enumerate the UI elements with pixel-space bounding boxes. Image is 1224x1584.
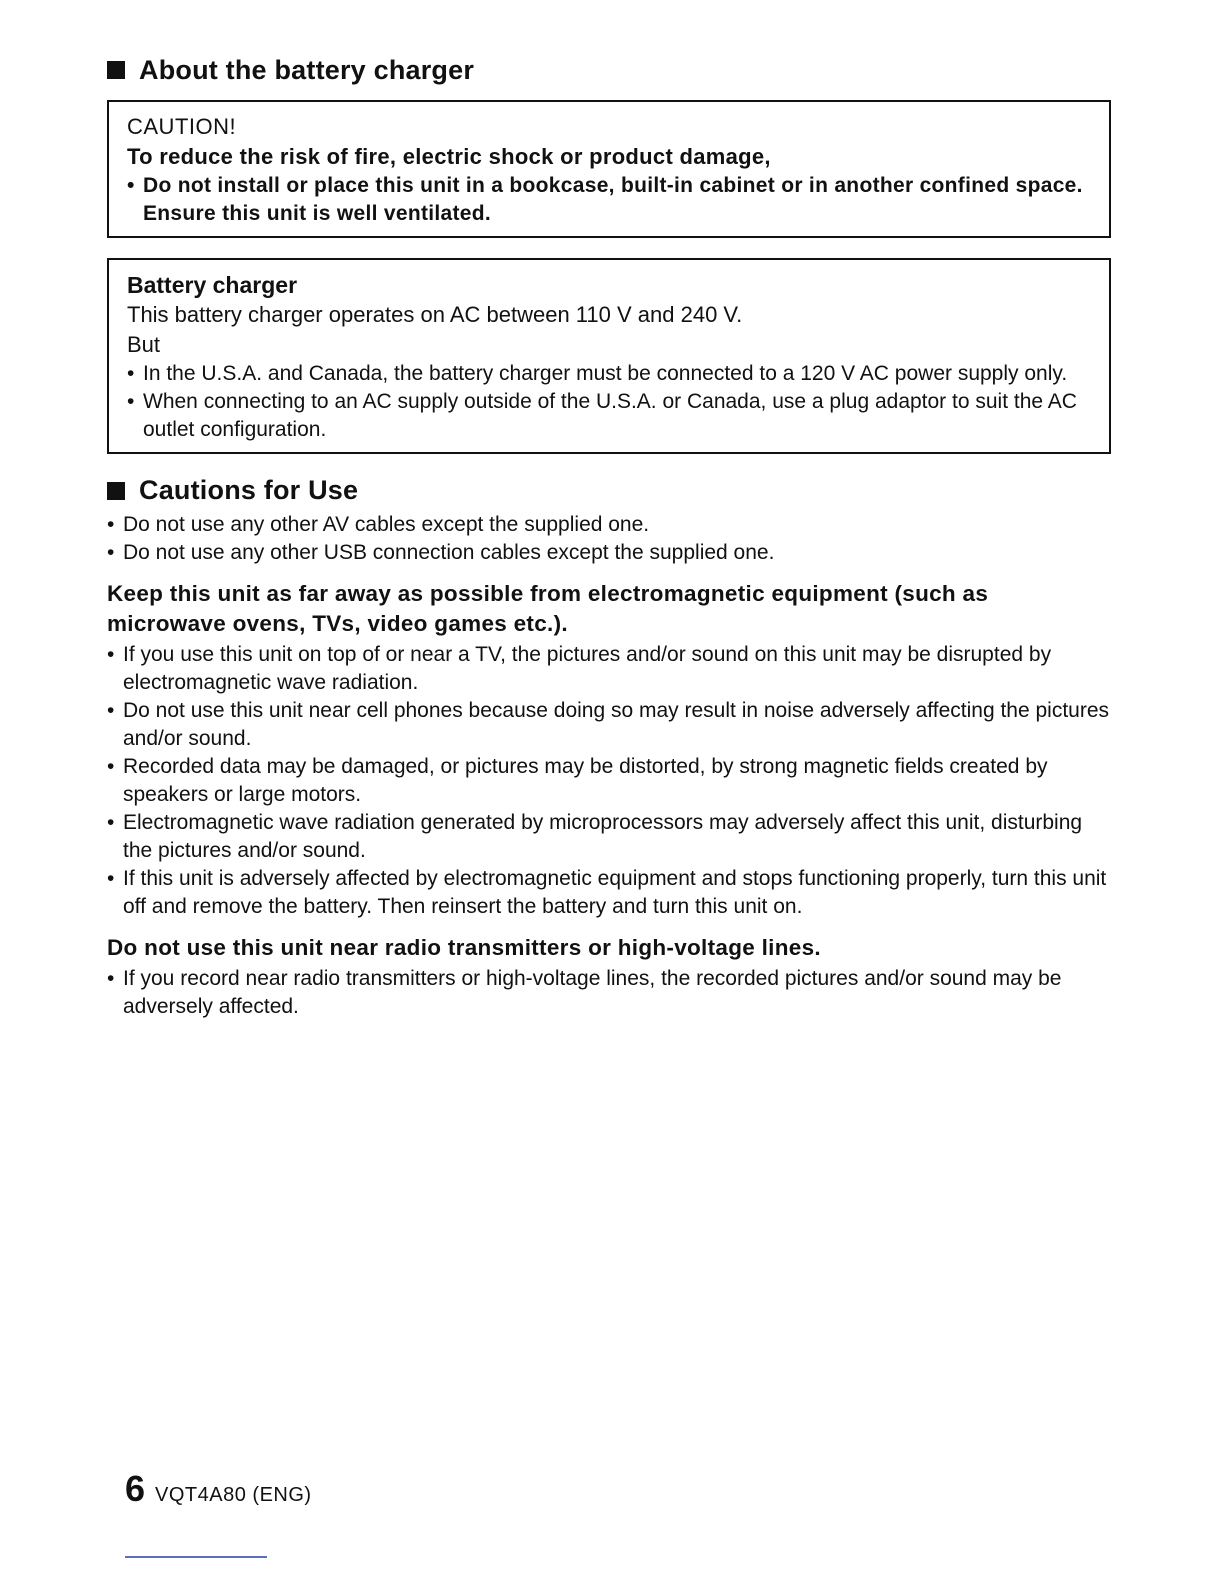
list-item: • Do not use any other AV cables except the supplied one. — [107, 511, 1111, 539]
electromagnetic-heading: Keep this unit as far away as possible from electromagnetic equipment (such as microwave ovens, TVs, video games etc.). — [107, 580, 989, 636]
manual-page — [107, 54, 1111, 1021]
footer-divider — [125, 1556, 267, 1558]
electromagnetic-bullet-list — [107, 641, 1111, 921]
voltage-range-text: This battery charger operates on AC between 110 V and 240 V. — [127, 302, 743, 328]
page-footer — [125, 1468, 312, 1510]
caution-bullet: • Do not install or place this unit in a bookcase, built-in cabinet or in another confined space. Ensure this unit is well ventilated. — [127, 172, 1091, 228]
black-square-icon — [107, 61, 125, 79]
radio-transmitters-heading: Do not use this unit near radio transmitters or high-voltage lines. — [107, 934, 821, 960]
list-item: • When connecting to an AC supply outside of the U.S.A. or Canada, use a plug adaptor to suit the AC outlet configuration. — [127, 388, 1091, 444]
document-code: VQT4A80 (ENG) — [155, 1484, 312, 1506]
battery-charger-box-title: Battery charger — [127, 272, 298, 299]
cautions-for-use-heading-text: Cautions for Use — [139, 475, 359, 506]
caution-box — [107, 100, 1111, 238]
black-square-icon — [107, 482, 125, 500]
cable-bullet-list — [107, 511, 1111, 567]
list-item: • Recorded data may be damaged, or pictures may be distorted, by strong magnetic fields created by speakers or large motors. — [107, 753, 1111, 809]
caution-bullet-list — [127, 172, 1091, 228]
battery-charger-box — [107, 258, 1111, 454]
charger-bullet-list — [127, 360, 1091, 444]
list-item: • Do not use this unit near cell phones because doing so may result in noise adversely affecting the pictures and/or sound. — [107, 697, 1111, 753]
battery-charger-heading-text: About the battery charger — [139, 55, 475, 85]
list-item: • If this unit is adversely affected by electromagnetic equipment and stops functioning properly, turn this unit off and remove the battery. Then reinsert the battery and turn this unit on. — [107, 865, 1111, 921]
battery-charger-heading — [107, 54, 1111, 86]
but-text: But — [127, 332, 161, 358]
list-item: • If you use this unit on top of or near a TV, the pictures and/or sound on this unit may be disrupted by electromagnetic wave radiation. — [107, 641, 1111, 697]
caution-title: CAUTION! — [127, 114, 237, 140]
page-number: 6 — [125, 1468, 146, 1509]
cautions-for-use-heading — [107, 474, 1111, 506]
radio-bullet-list — [107, 965, 1111, 1021]
list-item: • Do not use any other USB connection cables except the supplied one. — [107, 539, 1111, 567]
caution-subtitle: To reduce the risk of fire, electric shock or product damage, — [127, 144, 771, 170]
list-item: • In the U.S.A. and Canada, the battery charger must be connected to a 120 V AC power supply only. — [127, 360, 1091, 388]
list-item: • Electromagnetic wave radiation generated by microprocessors may adversely affect this unit, disturbing the pictures and/or sound. — [107, 809, 1111, 865]
list-item: • If you record near radio transmitters or high-voltage lines, the recorded pictures and/or sound may be adversely affected. — [107, 965, 1111, 1021]
